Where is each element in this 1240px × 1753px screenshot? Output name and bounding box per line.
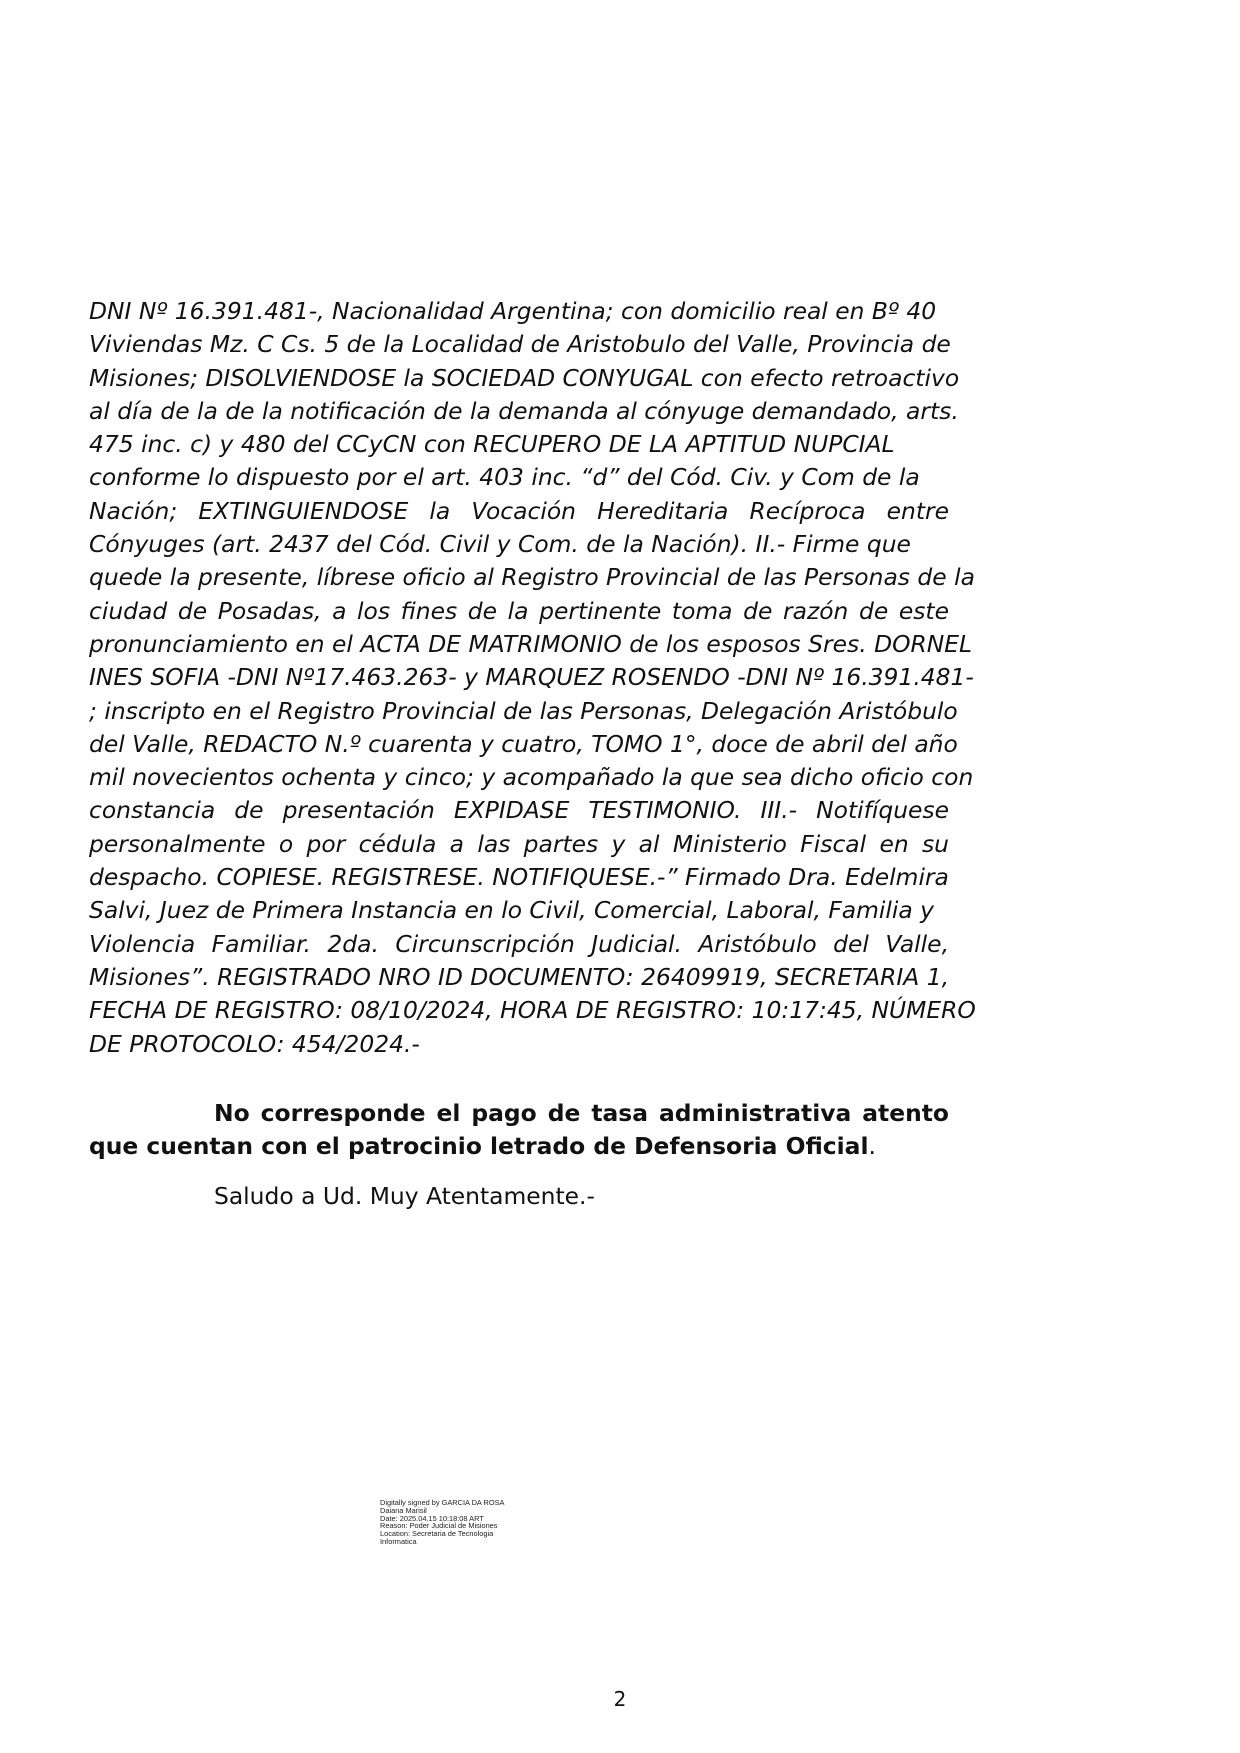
closing-salutation: Saludo a Ud. Muy Atentamente.- — [214, 1182, 595, 1210]
body-line: Misiones”. REGISTRADO NRO ID DOCUMENTO: 26409919, SECRETARIA 1, — [89, 962, 950, 991]
fee-notice-line-2 — [89, 1130, 949, 1163]
body-line: Nación; EXTINGUIENDOSE la Vocación Hereditaria Recíproca entre — [89, 496, 949, 525]
body-line: despacho. COPIESE. REGISTRESE. NOTIFIQUESE.-” Firmado Dra. Edelmira — [89, 863, 949, 892]
body-line: Salvi, Juez de Primera Instancia en lo Civil, Comercial, Laboral, Familia y — [89, 896, 934, 925]
body-line: conforme lo dispuesto por el art. 403 inc. “d” del Cód. Civ. y Com de la — [89, 463, 920, 492]
page-number: 2 — [613, 1687, 627, 1711]
body-line: al día de la de la notificación de la demanda al cónyuge demandado, arts. — [89, 396, 959, 425]
body-line: Violencia Familiar. 2da. Circunscripción Judicial. Aristóbulo del Valle, — [89, 929, 949, 958]
fee-notice-line-2-text: que cuentan con el patrocinio letrado de Defensoria Oficial — [89, 1132, 869, 1160]
signature-line: Informatica — [380, 1536, 417, 1546]
signature-line: Location: Secretaria de Tecnologia — [380, 1529, 494, 1539]
body-line: Misiones; DISOLVIENDOSE la SOCIEDAD CONYUGAL con efecto retroactivo — [89, 363, 960, 392]
signature-line: Daiana Marisil — [380, 1505, 427, 1515]
body-line: DE PROTOCOLO: 454/2024.- — [89, 1029, 420, 1058]
body-line: ciudad de Posadas, a los fines de la pertinente toma de razón de este — [89, 596, 949, 625]
body-line: constancia de presentación EXPIDASE TESTIMONIO. III.- Notifíquese — [89, 796, 949, 825]
body-line: personalmente o por cédula a las partes y al Ministerio Fiscal en su — [89, 829, 949, 858]
body-line: INES SOFIA -DNI Nº17.463.263- y MARQUEZ ROSENDO -DNI Nº 16.391.481- — [89, 663, 974, 692]
digital-signature-block — [380, 1499, 504, 1546]
signature-line: Reason: Poder Judicial de Misiones — [380, 1521, 498, 1531]
fee-notice-line-1: No corresponde el pago de tasa administrativa atento — [214, 1099, 949, 1127]
body-line: Cónyuges (art. 2437 del Cód. Civil y Com. de la Nación). II.- Firme que — [89, 530, 911, 559]
body-line: FECHA DE REGISTRO: 08/10/2024, HORA DE REGISTRO: 10:17:45, NÚMERO — [89, 996, 976, 1025]
body-line: quede la presente, líbrese oficio al Registro Provincial de las Personas de la — [89, 563, 975, 592]
fee-notice-period: . — [868, 1132, 876, 1160]
body-line: 475 inc. c) y 480 del CCyCN con RECUPERO DE LA APTITUD NUPCIAL — [89, 430, 895, 459]
body-line: pronunciamiento en el ACTA DE MATRIMONIO de los esposos Sres. DORNEL — [89, 629, 973, 658]
body-line: DNI Nº 16.391.481-, Nacionalidad Argentina; con domicilio real en Bº 40 — [89, 297, 937, 325]
signature-line: Date: 2025.04.15 10:18:08 ART — [380, 1513, 484, 1523]
body-line: Viviendas Mz. C Cs. 5 de la Localidad de Aristobulo del Valle, Provincia de — [89, 330, 951, 359]
body-paragraph — [89, 295, 976, 1061]
signature-line: Digitally signed by GARCIA DA ROSA — [380, 1498, 505, 1507]
fee-notice-paragraph — [89, 1097, 949, 1163]
body-line: ; inscripto en el Registro Provincial de las Personas, Delegación Aristóbulo — [89, 696, 958, 725]
body-line: mil novecientos ochenta y cinco; y acompañado la que sea dicho oficio con — [89, 763, 974, 792]
body-line: del Valle, REDACTO N.º cuarenta y cuatro, TOMO 1°, doce de abril del año — [89, 729, 958, 758]
